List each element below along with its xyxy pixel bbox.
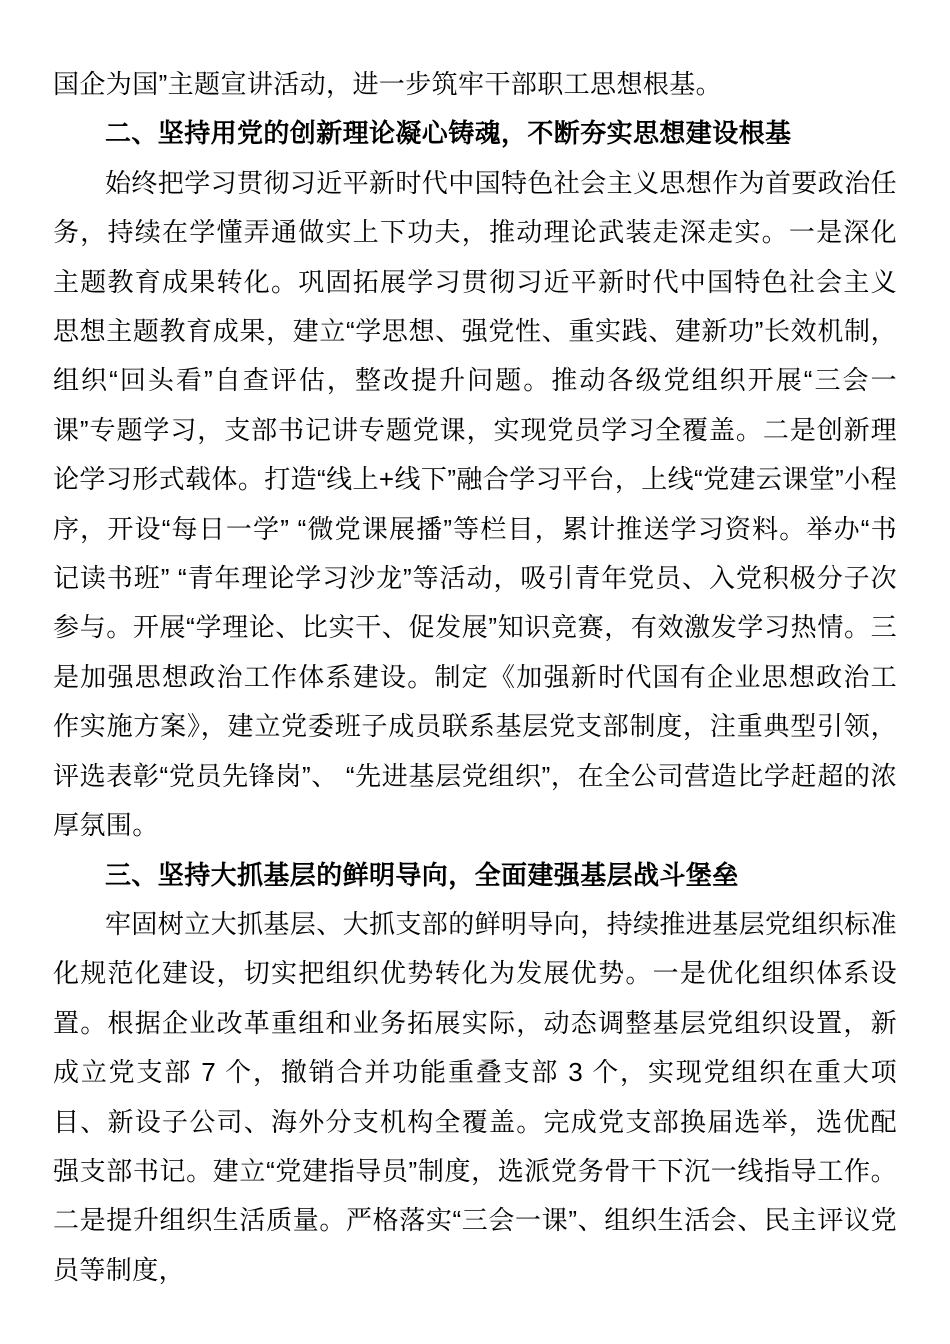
paragraph-continuation: 国企为国”主题宣讲活动，进一步筑牢干部职工思想根基。 — [53, 69, 723, 99]
document-body — [53, 60, 897, 1295]
paragraph-section-three: 牢固树立大抓基层、大抓支部的鲜明导向，持续推进基层党组织标准化规范化建设，切实把组织优势转化为发展优势。一是优化组织体系设置。根据企业改革重组和业务拓展实际，动态调整基层党组织设置，新成立党支部 7 个，撤销合并功能重叠支部 3 个，实现党组织在重大项目、新设子公司、海外分支机构全覆盖。完成党支部换届选举，选优配强支部书记。建立“党建指导员”制度，选派党务骨干下沉一线指导工作。二是提升组织生活质量。严格落实“三会一课”、组织生活会、民主评议党员等制度， — [53, 908, 898, 1285]
section-heading-two: 二、坚持用党的创新理论凝心铸魂，不断夯实思想建设根基 — [105, 118, 792, 149]
paragraph-section-two: 始终把学习贯彻习近平新时代中国特色社会主义思想作为首要政治任务，持续在学懂弄通做实上下功夫，推动理论武装走深走实。一是深化主题教育成果转化。巩固拓展学习贯彻习近平新时代中国特色社会主义思想主题教育成果，建立“学思想、强党性、重实践、建新功”长效机制，组织“回头看”自查评估，整改提升问题。推动各级党组织开展“三会一课”专题学习，支部书记讲专题党课，实现党员学习全覆盖。二是创新理论学习形式载体。打造“线上+线下”融合学习平台，上线“党建云课堂”小程序，开设“每日一学” “微党课展播”等栏目，累计推送学习资料。举办“书记读书班” “青年理论学习沙龙”等活动，吸引青年党员、入党积极分子次参与。开展“学理论、比实干、促发展”知识竞赛，有效激发学习热情。三是加强思想政治工作体系建设。制定《加强新时代国有企业思想政治工作实施方案》，建立党委班子成员联系基层党支部制度，注重典型引领，评选表彰“党员先锋岗”、 “先进基层党组织”，在全公司营造比学赶超的浓厚氛围。 — [53, 167, 898, 841]
section-heading-three: 三、坚持大抓基层的鲜明导向，全面建强基层战斗堡垒 — [105, 859, 739, 890]
